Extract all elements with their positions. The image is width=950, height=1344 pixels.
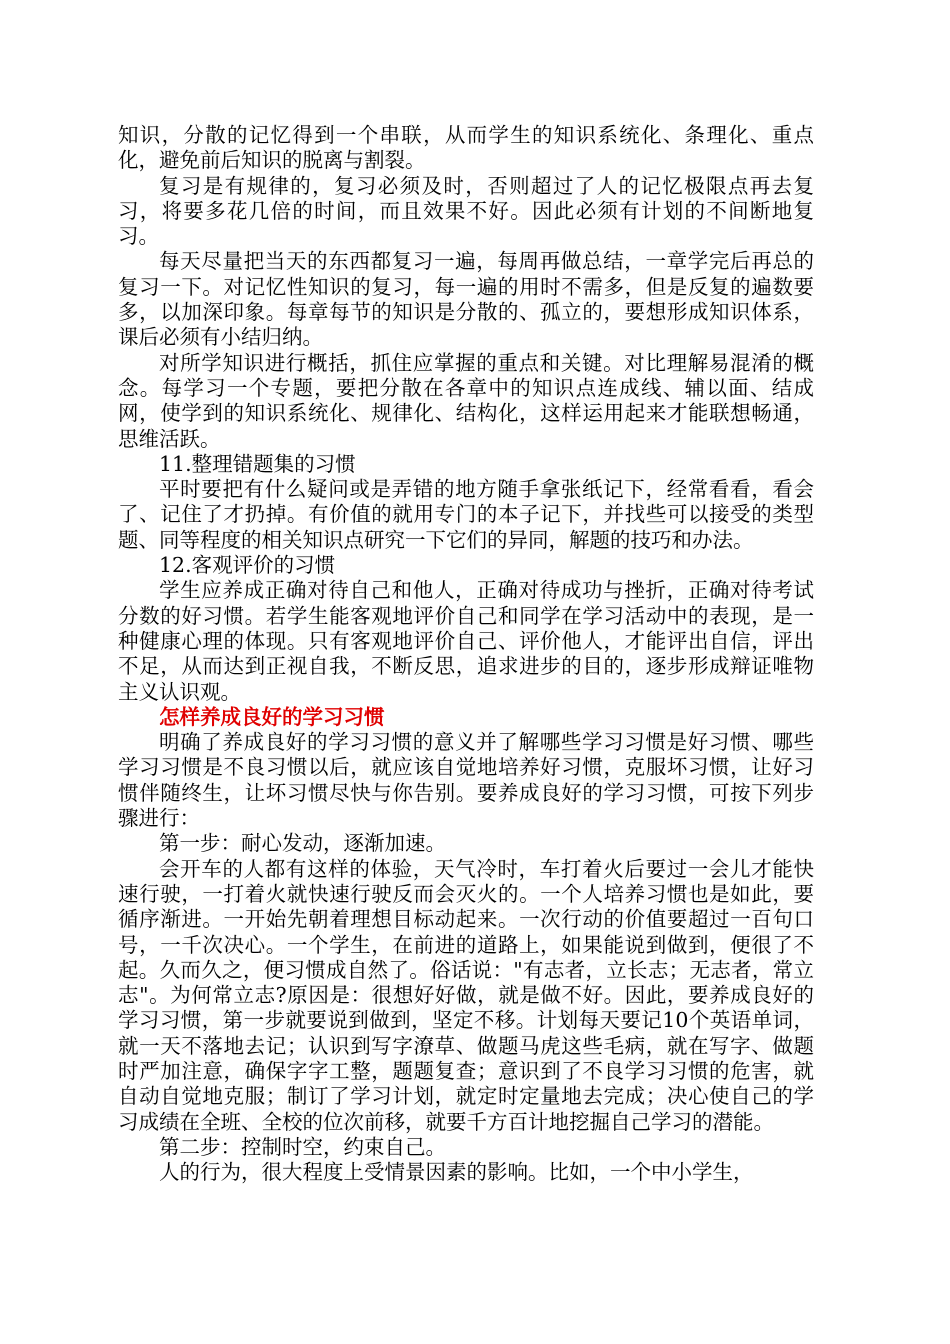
document-body	[118, 123, 814, 1185]
step-two-heading: 第二步：控制时空，约束自己。	[159, 1134, 446, 1159]
section-heading-11: 11.整理错题集的习惯	[159, 451, 356, 476]
paragraph-step-two: 人的行为，很大程度上受情景因素的影响。比如，一个中小学生，	[159, 1160, 754, 1185]
section-heading-12: 12.客观评价的习惯	[159, 553, 336, 578]
step-one-heading: 第一步：耐心发动，逐渐加速。	[159, 831, 446, 856]
paragraph-error-collection: 平时要把有什么疑问或是弄错的地方随手拿张纸记下，经常看看，看会了、记住了才扔掉。有价值的就用专门的本子记下，并找些可以接受的类型题、同等程度的相关知识点研究一下它们的异同，解题的技巧和办法。	[118, 477, 814, 552]
paragraph-daily-review: 每天尽量把当天的东西都复习一遍，每周再做总结，一章学完后再总的复习一下。对记忆性知识的复习，每一遍的用时不需多，但是反复的遍数要多，以加深印象。每章每节的知识是分散的、孤立的，要想形成知识体系，课后必须有小结归纳。	[118, 249, 814, 350]
paragraph-summarize: 对所学知识进行概括，抓住应掌握的重点和关键。对比理解易混淆的概念。每学习一个专题，要把分散在各章中的知识点连成线、辅以面、结成网，使学到的知识系统化、规律化、结构化，这样运用起来才能联想畅通，思维活跃。	[118, 350, 814, 451]
paragraph-step-one: 会开车的人都有这样的体验，天气冷时，车打着火后要过一会儿才能快速行驶，一打着火就快速行驶反而会灭火的。一个人培养习惯也是如此，要循序渐进。一开始先朝着理想目标动起来。一次行动的价值要超过一百句口号，一千次决心。一个学生，在前进的道路上，如果能说到做到，便很了不起。久而久之，便习惯成自然了。俗话说："有志者，立长志；无志者，常立志"。为何常立志?原因是：很想好好做，就是做不好。因此，要养成良好的学习习惯，第一步就要说到做到，坚定不移。计划每天要记10个英语单词，就一天不落地去记；认识到写字潦草、做题马虎这些毛病，就在写字、做题时严加注意，确保字字工整，题题复查；意识到了不良学习习惯的危害，就自动自觉地克服；制订了学习计划，就定时定量地去完成；决心使自己的学习成绩在全班、全校的位次前移，就要千方百计地挖掘自己学习的潜能。	[118, 856, 814, 1134]
paragraph-intro-steps: 明确了养成良好的学习习惯的意义并了解哪些学习习惯是好习惯、哪些学习习惯是不良习惯以后，就应该自觉地培养好习惯，克服坏习惯，让好习惯伴随终生，让坏习惯尽快与你告别。要养成良好的学习习惯，可按下列步骤进行：	[118, 730, 814, 831]
red-heading-how-to: 怎样养成良好的学习习惯	[159, 704, 385, 729]
paragraph-continuation: 知识，分散的记忆得到一个串联，从而学生的知识系统化、条理化、重点化，避免前后知识的脱离与割裂。	[118, 123, 814, 173]
paragraph-objective-evaluation: 学生应养成正确对待自己和他人，正确对待成功与挫折，正确对待考试分数的好习惯。若学生能客观地评价自己和同学在学习活动中的表现，是一种健康心理的体现。只有客观地评价自己、评价他人，才能评出自信，评出不足，从而达到正视自我，不断反思，追求进步的目的，逐步形成辩证唯物主义认识观。	[118, 578, 814, 704]
paragraph-review-rules: 复习是有规律的，复习必须及时，否则超过了人的记忆极限点再去复习，将要多花几倍的时间，而且效果不好。因此必须有计划的不间断地复习。	[118, 173, 814, 249]
